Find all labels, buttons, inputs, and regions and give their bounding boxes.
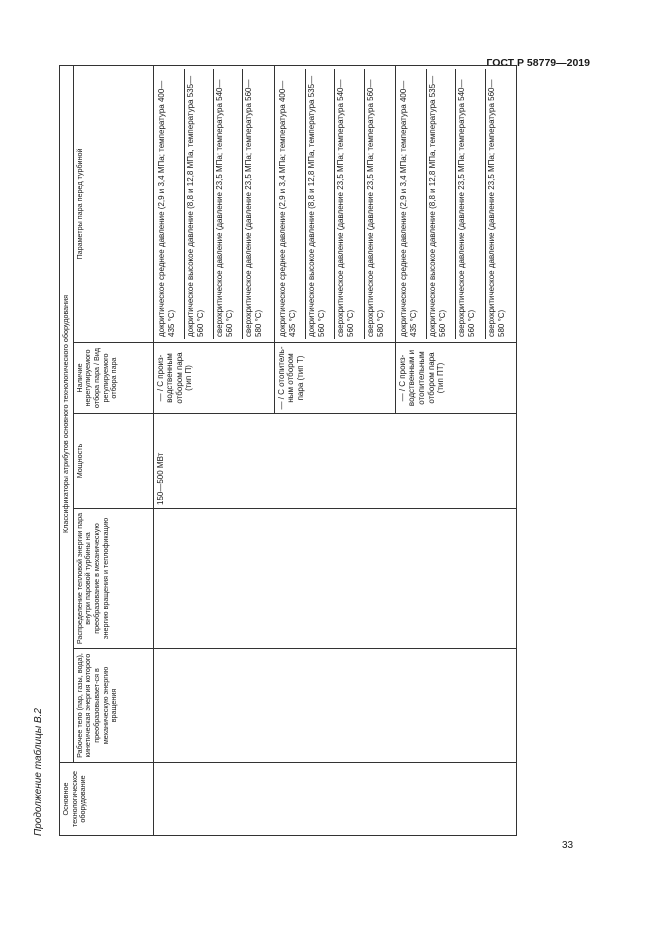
cell-working-fluid (153, 649, 516, 763)
col-header-working-fluid: Рабочее тело (пар, газы, вода), кинетическая энергия которого преобразовывает-ся в механическую энергию вращения (73, 649, 153, 763)
cell-extraction-type-pt: — / С произ-водственным и отопительным отбором пара (тип ПТ) (395, 343, 516, 414)
param-item: сверхкритическое давление (давление 23,5 МПа; температура 560—580 °С) (365, 79, 385, 337)
param-item: сверхкритическое давление (давление 23,5 МПа; температура 540—560 °С) (456, 69, 485, 339)
cell-params-group-2 (274, 65, 395, 342)
col-header-steam-extraction: Наличие нерегулируемого отбора пара / Вид регулируемого отбора пара (73, 343, 153, 414)
table-caption: Продолжение таблицы В.2 (33, 708, 44, 836)
cell-equipment (153, 763, 516, 836)
param-item: сверхкритическое давление (давление 23,5 МПа; температура 560—580 °С) (244, 79, 264, 337)
param-item: докритическое среднее давление (2,9 и 3,4 МПа; температура 400—435 °С) (398, 69, 427, 339)
page-number: 33 (562, 840, 574, 851)
param-item: докритическое высокое давление (8,8 и 12,8 МПа, температура 535—560 °С) (185, 69, 214, 339)
param-item: докритическое высокое давление (8,8 и 12,8 МПа, температура 535—560 °С) (427, 69, 456, 339)
param-item: докритическое среднее давление (2,9 и 3,4 МПа; температура 400—435 °С) (277, 69, 306, 339)
document-code: ГОСТ Р 58779—2019 (486, 57, 590, 69)
cell-params-group-1 (153, 65, 274, 342)
col-header-steam-parameters: Параметры пара перед турбиной (73, 65, 153, 342)
param-item: сверхкритическое давление (давление 23,5 МПа; температура 560—580 °С) (486, 79, 506, 337)
cell-params-group-3 (395, 65, 516, 342)
param-item: докритическое среднее давление (2,9 и 3,4 МПа; температура 400—435 °С) (156, 69, 185, 339)
cell-power: 150—500 МВт (153, 414, 516, 509)
super-header: Классификаторы атрибутов основного технологического оборудования (60, 65, 74, 762)
param-item: докритическое высокое давление (8,8 и 12,8 МПа, температура 535—560 °С) (306, 69, 335, 339)
rotated-page-content (33, 66, 533, 836)
param-item: сверхкритическое давление (давление 23,5 МПа; температура 540—560 °С) (335, 69, 364, 339)
cell-extraction-type-p: — / С произ-водственным отбором пара (тип П) (153, 343, 274, 414)
classifier-table (59, 65, 517, 836)
col-header-power: Мощность (73, 414, 153, 509)
col-header-equipment: Основное технологическое оборудование (60, 763, 154, 836)
col-header-heat-distribution: Распределение тепловой энергии пара внутри паровой турбины на преобразование в механическую энергию вращения и теплофикацию (73, 509, 153, 649)
param-item: сверхкритическое давление (давление 23,5 МПа; температура 540—560 °С) (214, 69, 243, 339)
cell-extraction-type-t: — / С отопитель-ным отбором пара (тип Т) (274, 343, 395, 414)
table-row (153, 65, 274, 835)
cell-heat-distribution (153, 509, 516, 649)
